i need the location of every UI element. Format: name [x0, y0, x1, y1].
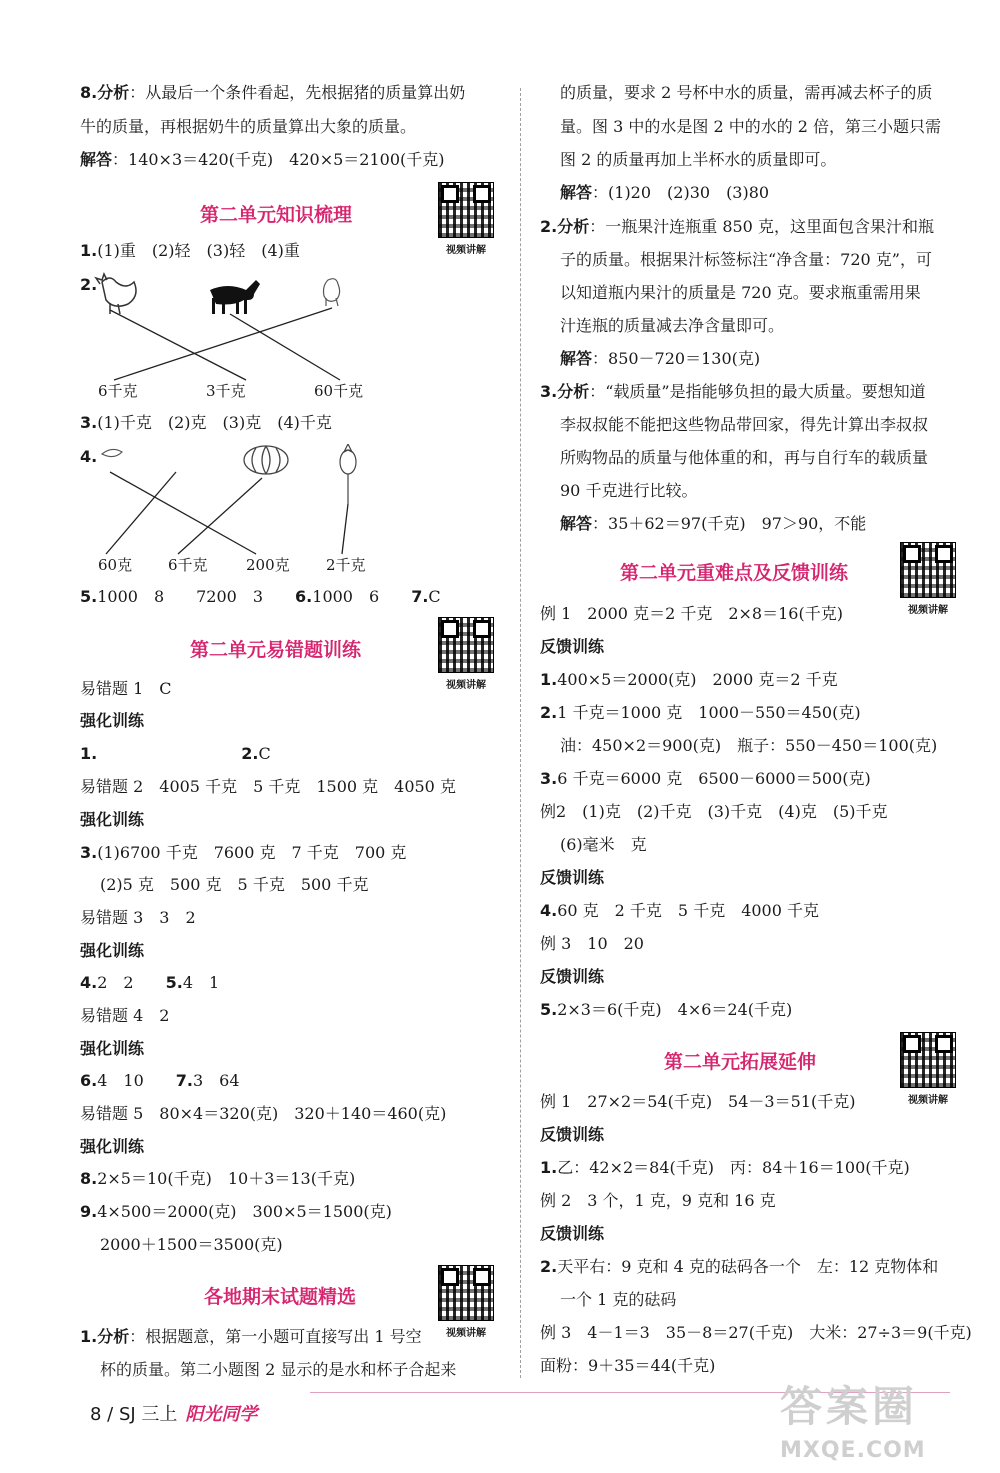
section-heading-error: 第二单元易错题训练	[190, 639, 362, 661]
knowledge-3: 3.(1)千克 (2)克 (3)克 (4)千克	[80, 413, 332, 432]
example-1: 例 1 2000 克＝2 千克 2×8＝16(千克)	[540, 604, 843, 623]
qr-code-icon	[438, 1265, 494, 1321]
error-3: 易错题 3 3 2	[80, 908, 196, 927]
dog-icon	[324, 279, 340, 306]
weight-label: 6千克	[98, 382, 138, 400]
feedback-label: 反馈训练	[540, 1224, 605, 1243]
practice-label: 强化训练	[80, 810, 145, 829]
ext-example-1: 例 1 27×2＝54(千克) 54－3＝51(千克)	[540, 1092, 856, 1111]
practice-9-cont: 2000＋1500＝3500(克)	[100, 1235, 283, 1254]
exam-2-analysis-cont: 汁连瓶的质量减去净含量即可。	[560, 316, 785, 335]
practice-1-2: 1. 2.C	[80, 744, 271, 763]
practice-label: 强化训练	[80, 941, 145, 960]
pumpkin-icon	[244, 446, 288, 474]
section-heading-final-exam: 各地期末试题精选	[204, 1286, 357, 1308]
error-1: 易错题 1 C	[80, 679, 172, 698]
feedback-2-cont: 油：450×2＝900(克) 瓶子：550－450＝100(克)	[560, 736, 938, 755]
knowledge-5-7: 5.1000 8 7200 3 6.1000 6 7.C	[80, 587, 441, 606]
section-heading-extension: 第二单元拓展延伸	[664, 1051, 817, 1073]
exam-1-analysis: 1.分析：根据题意，第一小题可直接写出 1 号空	[80, 1327, 422, 1346]
rooster-icon	[96, 274, 136, 314]
qr-code-final-exam[interactable]	[438, 1265, 494, 1339]
exam-2-analysis: 2.分析：一瓶果汁连瓶重 850 克，这里面包含果汁和瓶	[540, 217, 934, 236]
leaf-icon	[102, 449, 122, 456]
feedback-label: 反馈训练	[540, 637, 605, 656]
exam-1-analysis-cont: 图 2 的质量再加上半杯水的质量即可。	[560, 150, 837, 169]
feedback-label: 反馈训练	[540, 1125, 605, 1144]
example-3: 例 3 10 20	[540, 934, 644, 953]
error-5: 易错题 5 80×4＝320(克) 320＋140＝460(克)	[80, 1104, 447, 1123]
practice-6-7: 6.4 10 7.3 64	[80, 1071, 240, 1090]
qr-label: 视频讲解	[446, 245, 486, 256]
ext-example-2: 例 2 3 个，1 克，9 克和 16 克	[540, 1191, 776, 1210]
exam-1-solution: 解答：(1)20 (2)30 (3)80	[560, 183, 770, 202]
exam-3-analysis-cont: 李叔叔能不能把这些物品带回家，得先计算出李叔叔	[560, 415, 929, 434]
answer-8-solution: 解答：140×3＝420(千克) 420×5＝2100(千克)	[80, 150, 445, 169]
answer-8-analysis-cont: 牛的质量，再根据奶牛的质量算出大象的质量。	[80, 117, 417, 136]
practice-label: 强化训练	[80, 711, 145, 730]
qr-code-knowledge[interactable]	[438, 182, 494, 256]
qr-code-icon	[900, 1032, 956, 1088]
practice-3: 3.(1)6700 千克 7600 克 7 千克 700 克	[80, 843, 407, 862]
practice-3-cont: (2)5 克 500 克 5 千克 500 千克	[100, 875, 369, 894]
error-4: 易错题 4 2	[80, 1006, 170, 1025]
ext-example-3-cont: 面粉：9＋35＝44(千克)	[540, 1356, 716, 1375]
weight-label: 3千克	[206, 382, 246, 400]
qr-label: 视频讲解	[446, 680, 486, 691]
practice-8: 8.2×5＝10(千克) 10＋3＝13(千克)	[80, 1169, 356, 1188]
feedback-4: 4.60 克 2 千克 5 千克 4000 千克	[540, 901, 820, 920]
column-divider	[520, 88, 521, 1378]
exam-2-solution: 解答：850－720＝130(克)	[560, 349, 761, 368]
ext-feedback-1: 1.乙：42×2＝84(千克) 丙：84＋16＝100(千克)	[540, 1158, 910, 1177]
practice-label: 强化训练	[80, 1137, 145, 1156]
exam-1-analysis-cont: 量。图 3 中的水是图 2 中的水的 2 倍，第三小题只需	[560, 117, 942, 136]
exam-3-analysis-cont: 所购物品的质量与他体重的和，再与自行车的载质量	[560, 448, 929, 467]
pineapple-icon	[340, 444, 356, 504]
qr-code-key-points[interactable]	[900, 542, 956, 616]
knowledge-4: 4.	[80, 447, 98, 466]
watermark	[780, 1382, 926, 1473]
qr-label: 视频讲解	[446, 1328, 486, 1339]
weight-label: 200克	[246, 556, 290, 574]
feedback-1: 1.400×5＝2000(克) 2000 克＝2 千克	[540, 670, 838, 689]
qr-code-icon	[438, 617, 494, 673]
practice-9: 9.4×500＝2000(克) 300×5＝1500(克)	[80, 1202, 392, 1221]
practice-label: 强化训练	[80, 1039, 145, 1058]
qr-label: 视频讲解	[908, 1095, 948, 1106]
exam-3-analysis: 3.分析：“载质量”是指能够负担的最大质量。要想知道	[540, 382, 926, 401]
qr-code-icon	[900, 542, 956, 598]
page-number: 8 / SJ 三上	[90, 1404, 178, 1425]
brand-logo: 阳光同学	[185, 1404, 258, 1425]
watermark-url: MXQE.COM	[780, 1438, 926, 1463]
horse-icon	[210, 280, 260, 314]
qr-code-error[interactable]	[438, 617, 494, 691]
qr-code-icon	[438, 182, 494, 238]
weight-label: 60千克	[314, 382, 364, 400]
weight-label: 60克	[98, 556, 133, 574]
exam-2-analysis-cont: 以知道瓶内果汁的质量是 720 克。要求瓶重需用果	[560, 283, 921, 302]
feedback-5: 5.2×3＝6(千克) 4×6＝24(千克)	[540, 1000, 793, 1019]
error-2: 易错题 2 4005 千克 5 千克 1500 克 4050 克	[80, 777, 456, 796]
ext-feedback-2: 2.天平右：9 克和 4 克的砝码各一个 左：12 克物体和	[540, 1257, 939, 1276]
figure-object-matching	[80, 444, 380, 579]
section-heading-key-points: 第二单元重难点及反馈训练	[620, 562, 849, 584]
page-footer	[90, 1400, 257, 1426]
exam-1-analysis-cont: 的质量，要求 2 号杯中水的质量，需再减去杯子的质	[560, 83, 933, 102]
ext-example-3: 例 3 4－1＝3 35－8＝27(千克) 大米：27÷3＝9(千克)	[540, 1323, 972, 1342]
weight-label: 2千克	[326, 556, 366, 574]
qr-code-extension[interactable]	[900, 1032, 956, 1106]
feedback-label: 反馈训练	[540, 868, 605, 887]
weight-label: 6千克	[168, 556, 208, 574]
feedback-2: 2.1 千克＝1000 克 1000－550＝450(克)	[540, 703, 861, 722]
knowledge-2: 2.	[80, 275, 98, 294]
exam-2-analysis-cont: 子的质量。根据果汁标签标注“净含量：720 克”，可	[560, 250, 932, 269]
example-2-cont: (6)毫米 克	[560, 835, 647, 854]
answer-8-analysis: 8.分析：从最后一个条件看起，先根据猪的质量算出奶	[80, 83, 466, 102]
knowledge-1: 1.(1)重 (2)轻 (3)轻 (4)重	[80, 241, 300, 260]
section-heading-knowledge: 第二单元知识梳理	[200, 204, 353, 226]
exam-1-analysis-cont: 杯的质量。第二小题图 2 显示的是水和杯子合起来	[100, 1360, 457, 1379]
example-2: 例2 (1)克 (2)千克 (3)千克 (4)克 (5)千克	[540, 802, 888, 821]
feedback-3: 3.6 千克＝6000 克 6500－6000＝500(克)	[540, 769, 871, 788]
practice-4-5: 4.2 2 5.4 1	[80, 973, 220, 992]
exam-3-solution: 解答：35＋62＝97(千克) 97＞90，不能	[560, 514, 867, 533]
qr-label: 视频讲解	[908, 605, 948, 616]
exam-3-analysis-cont: 90 千克进行比较。	[560, 481, 698, 500]
ext-feedback-2-cont: 一个 1 克的砝码	[560, 1290, 677, 1309]
watermark-text: 答案圈	[780, 1382, 919, 1431]
figure-animal-matching	[80, 272, 380, 407]
feedback-label: 反馈训练	[540, 967, 605, 986]
